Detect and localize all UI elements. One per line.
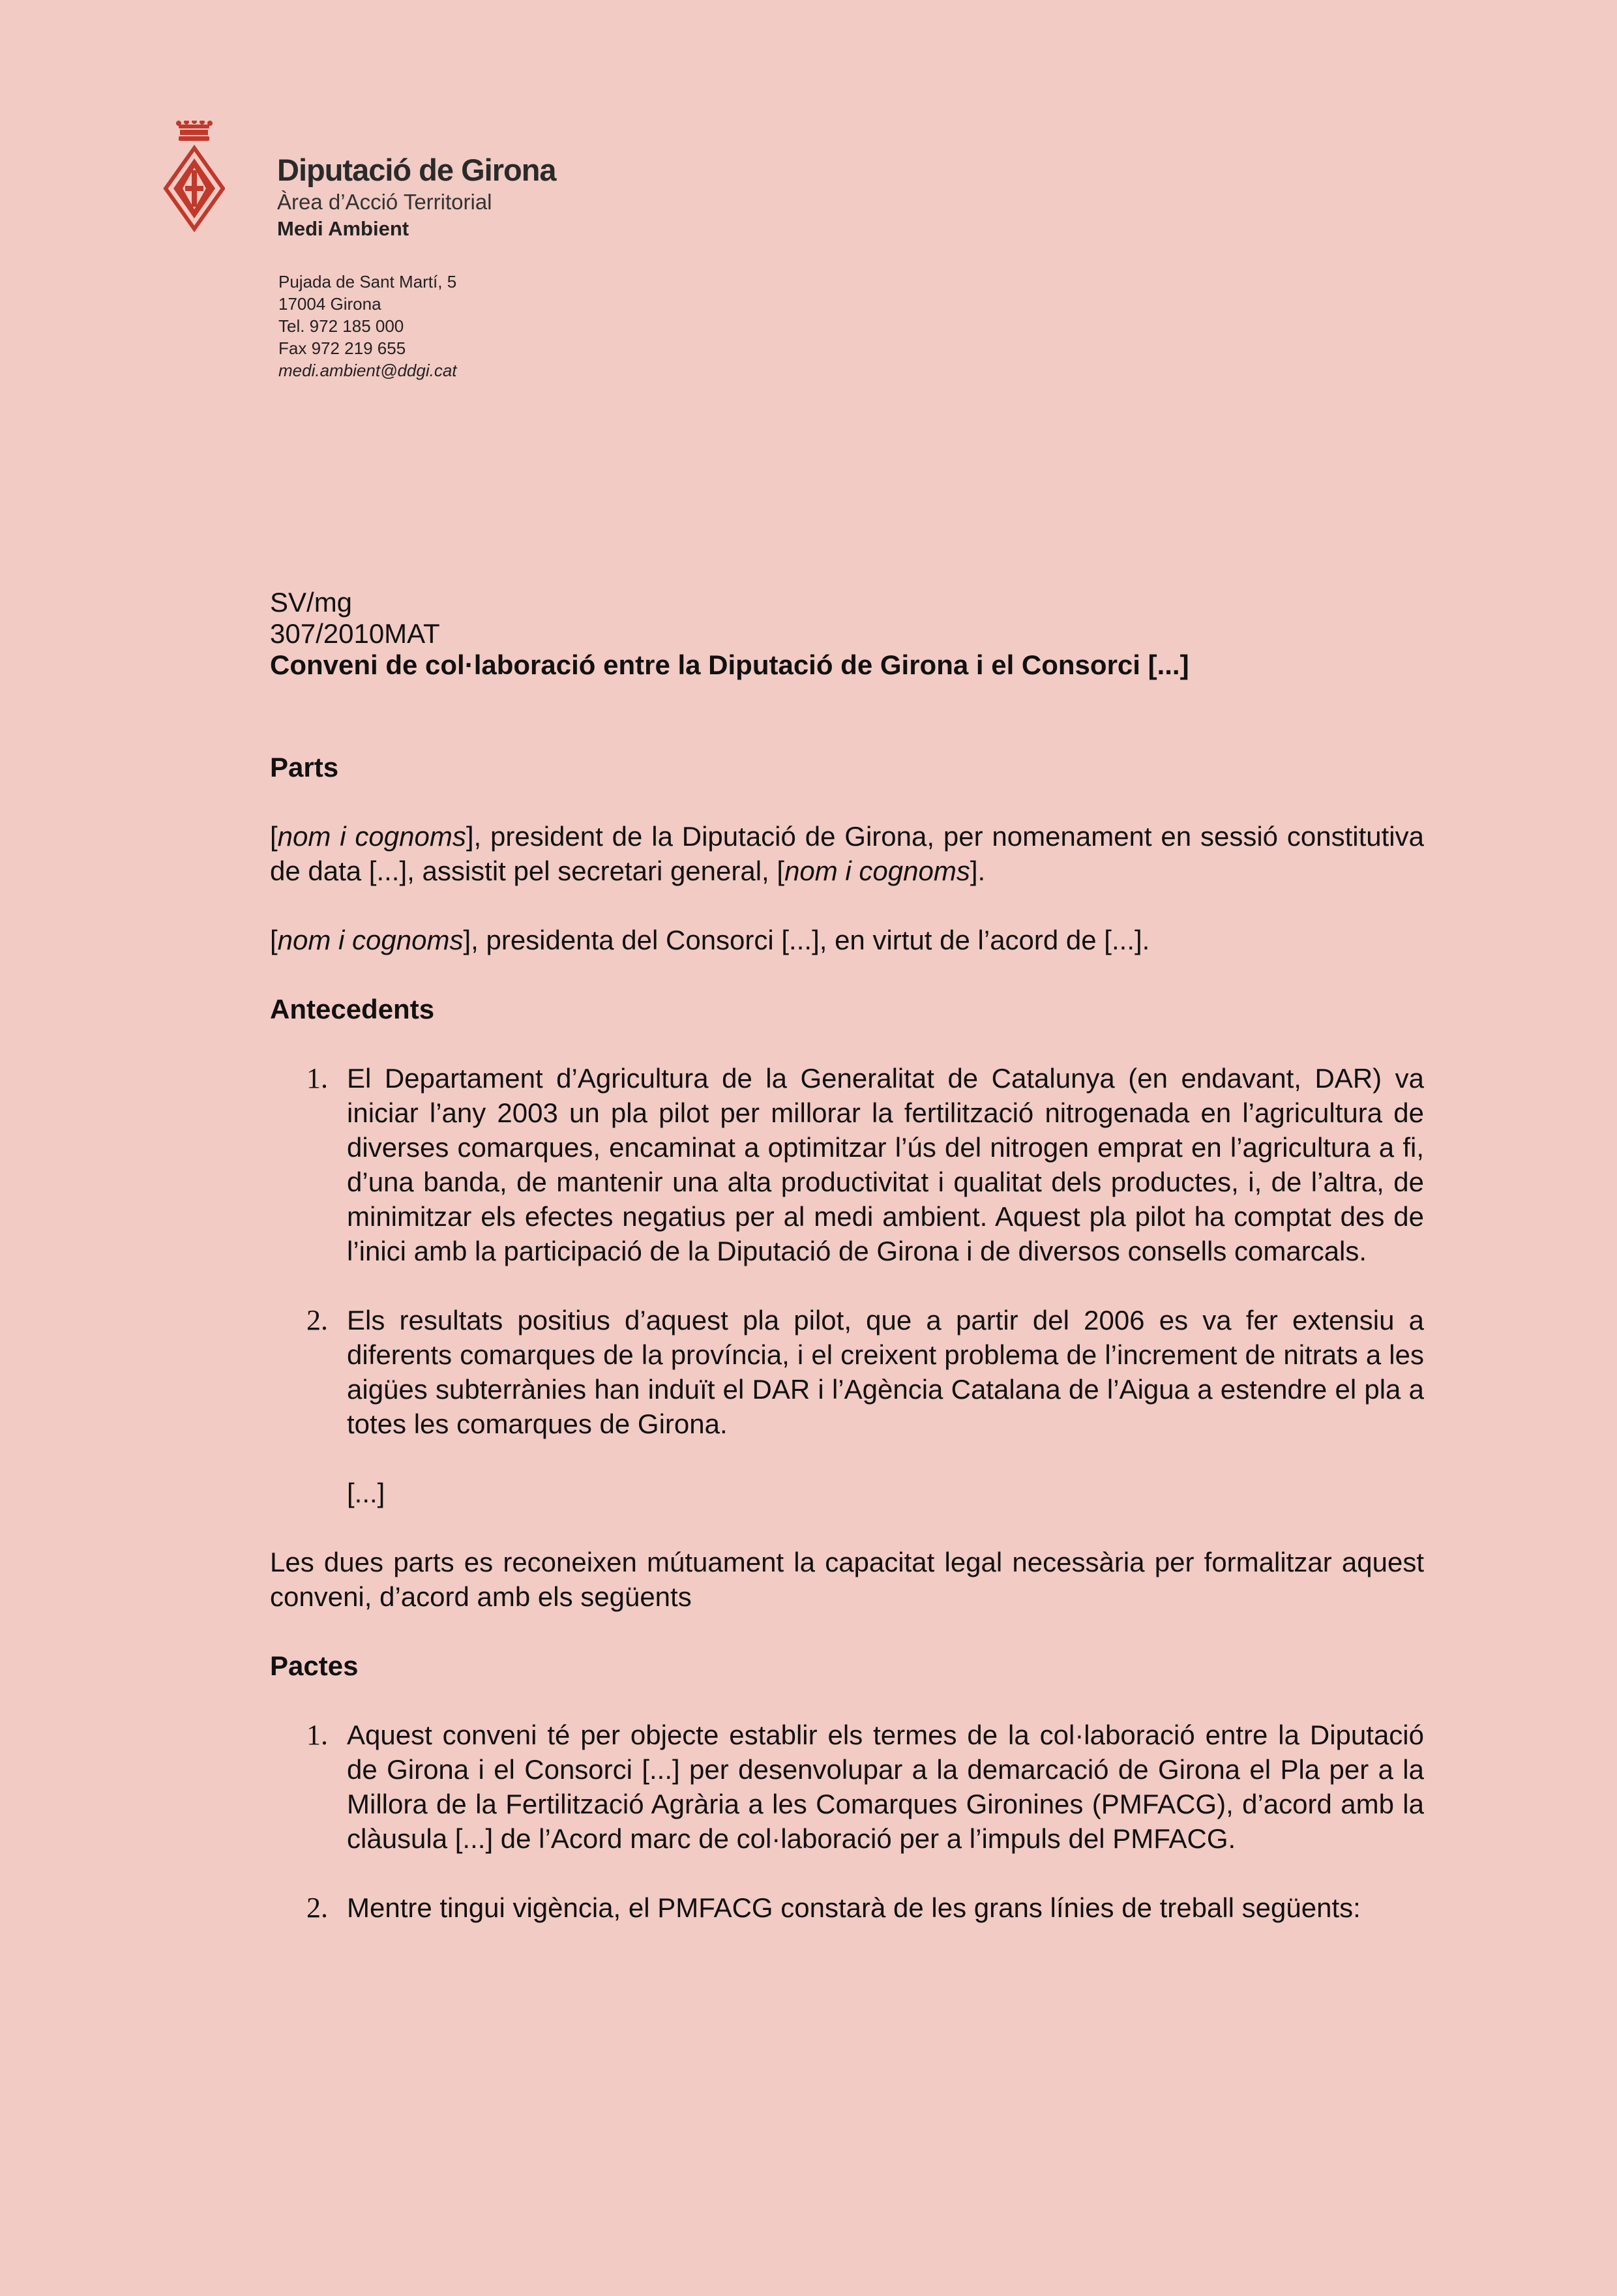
- diputacio-girona-logo: [163, 121, 225, 248]
- address-block: [278, 271, 457, 381]
- address-street: Pujada de Sant Martí, 5: [278, 272, 457, 291]
- reference-initials: SV/mg: [270, 587, 353, 618]
- address-tel: Tel. 972 185 000: [278, 316, 404, 336]
- parts-heading: Parts: [270, 752, 339, 783]
- org-name: Diputació de Girona: [277, 153, 556, 187]
- parts-paragraph-2: [nom i cognoms], presidenta del Consorci [...], en virtut de l’acord de [...].: [270, 925, 1150, 955]
- crown-shield-icon: [163, 121, 225, 248]
- antecedents-closing: Les dues parts es reconeixen mútuament la capacitat legal necessària per formalitzar aquest conveni, d’acord amb els següents: [270, 1547, 1424, 1612]
- document-body: [270, 587, 1424, 1925]
- org-unit: Medi Ambient: [277, 217, 409, 240]
- address-city: 17004 Girona: [278, 294, 381, 314]
- list-item: 2. Mentre tingui vigència, el PMFACG constarà de les grans línies de treball següents:: [306, 1892, 1361, 1924]
- antecedents-list: [270, 1061, 1424, 1441]
- reference-subject: Conveni de col·laboració entre la Diputació de Girona i el Consorci [...]: [270, 649, 1189, 680]
- reference-block: [270, 587, 1424, 681]
- org-area: Àrea d’Acció Territorial: [277, 190, 492, 214]
- address-email: medi.ambient@ddgi.cat: [278, 361, 457, 380]
- letterhead: [277, 151, 556, 243]
- list-item: 1. Aquest conveni té per objecte establir els termes de la col·laboració entre la Diputació de Girona i el Consorci [...] per desenvolupar a la demarcació de Girona el Pla per a la Millora de la Fertilització Agrària a les Comarques Gironines (PMFACG), d’acord amb la clàusula [...] de l’Acord marc de col·laboració per a l’impuls del PMFACG.: [306, 1719, 1424, 1854]
- pactes-heading: Pactes: [270, 1650, 359, 1681]
- list-item: 1. El Departament d’Agricultura de la Generalitat de Catalunya (en endavant, DAR) va iniciar l’any 2003 un pla pilot per millorar la fertilització nitrogenada en l’agricultura de diverses comarques, encaminat a optimitzar l’ús del nitrogen emprat en l’agricultura a fi, d’una banda, de mantenir una alta productivitat i qualitat dels productes, i, de l’altra, de minimitzar els efectes negatius per al medi ambient. Aquest pla pilot ha comptat des de l’inici amb la participació de la Diputació de Girona i de diversos consells comarcals.: [306, 1062, 1424, 1266]
- antecedents-ellipsis: [...]: [347, 1478, 385, 1508]
- list-item: 2. Els resultats positius d’aquest pla pilot, que a partir del 2006 es va fer extensiu a diferents comarques de la província, i el creixent problema de l’increment de nitrats a les aigües subterrànies han induït el DAR i l’Agència Catalana de l’Aigua a estendre el pla a totes les comarques de Girona.: [306, 1304, 1424, 1439]
- reference-number: 307/2010MAT: [270, 618, 440, 649]
- address-fax: Fax 972 219 655: [278, 338, 406, 358]
- parts-paragraph-1: [nom i cognoms], president de la Diputació de Girona, per nomenament en sessió constitutiva de data [...], assistit pel secretari general, [nom i cognoms].: [270, 821, 1424, 886]
- antecedents-heading: Antecedents: [270, 994, 435, 1024]
- pactes-list: [270, 1718, 1424, 1925]
